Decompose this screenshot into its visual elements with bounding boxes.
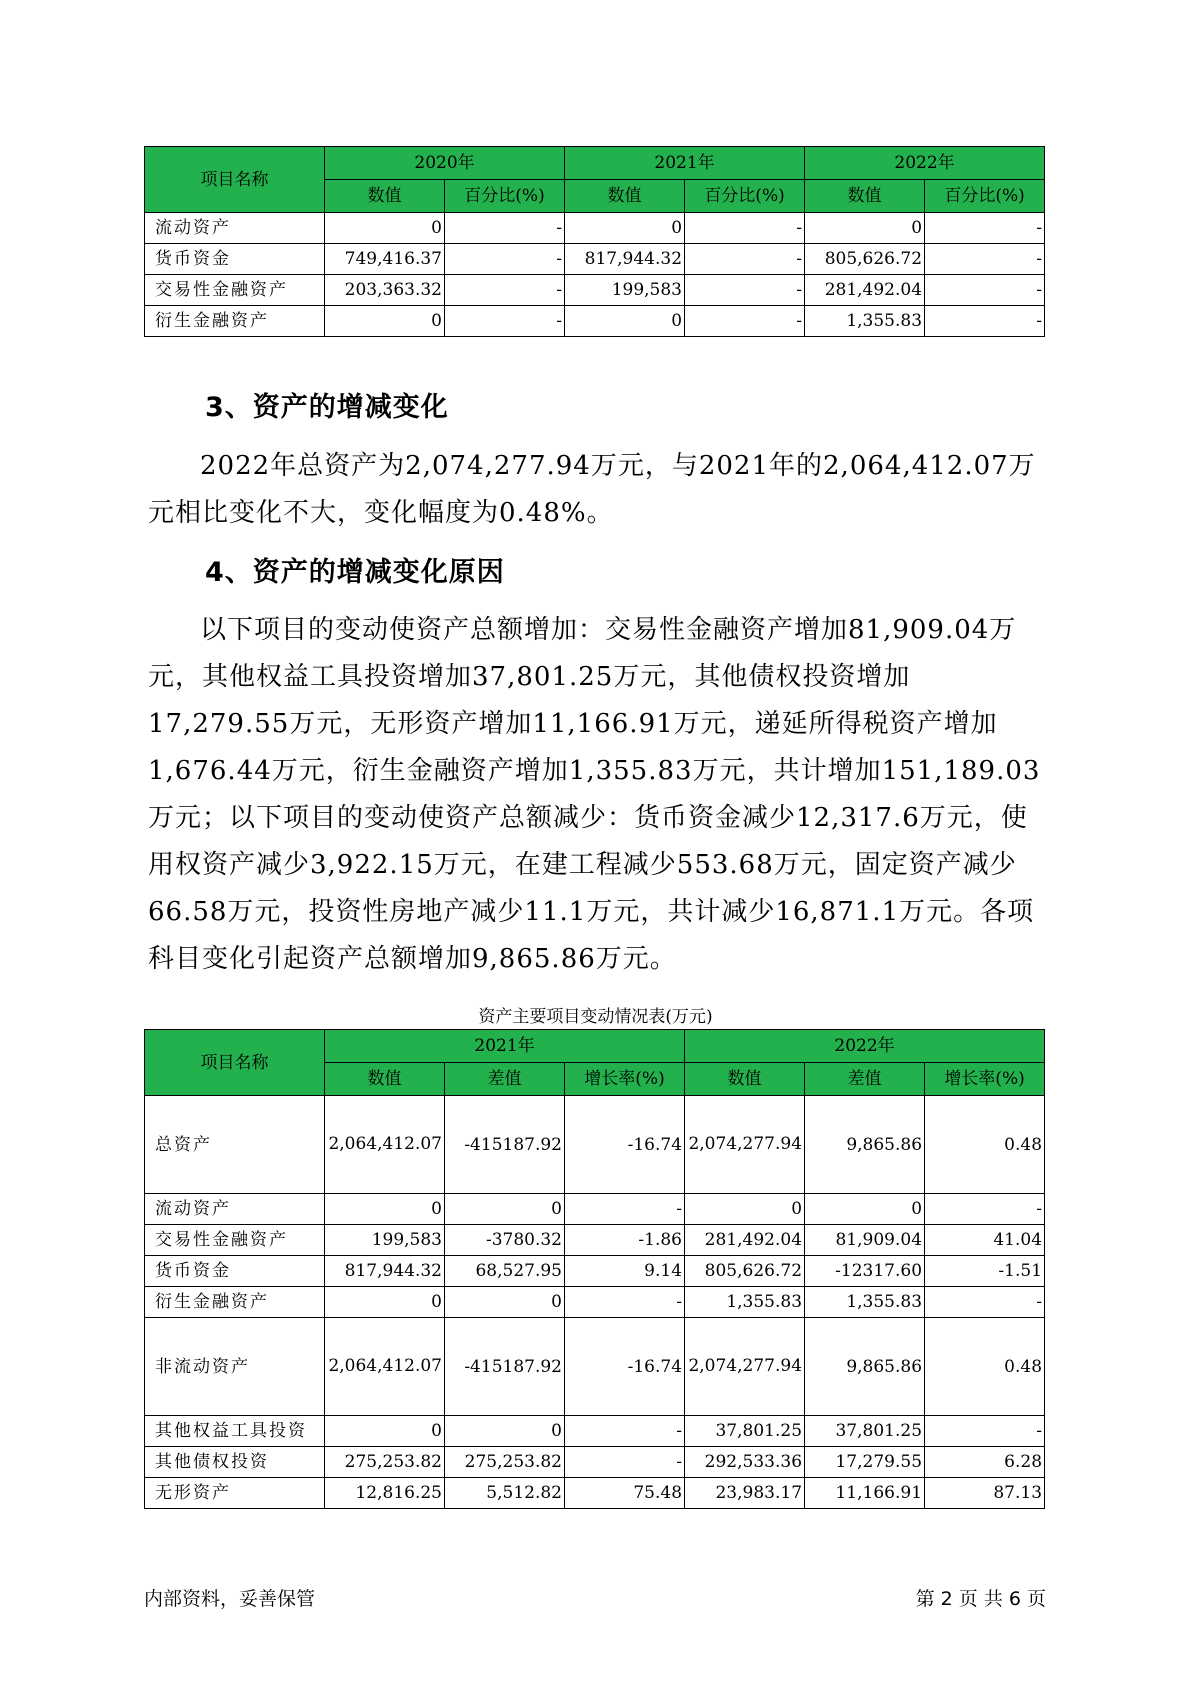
table-row (145, 1318, 1045, 1416)
diff-cell: 0 (445, 1194, 565, 1225)
percent-cell: - (445, 275, 565, 306)
table-row (145, 1096, 1045, 1194)
rate-cell: -1.51 (925, 1256, 1045, 1287)
section-heading: 3、资产的增减变化 (205, 392, 449, 423)
footer-page-number: 第 2 页 共 6 页 (915, 1588, 1046, 1610)
diff-cell: 9,865.86 (805, 1096, 925, 1194)
value-cell: 2,064,412.07 (325, 1096, 445, 1194)
column-header-year: 2021年 (325, 1030, 685, 1063)
rate-cell: - (925, 1416, 1045, 1447)
percent-cell: - (685, 306, 805, 337)
diff-cell: 0 (445, 1287, 565, 1318)
diff-cell: -415187.92 (445, 1096, 565, 1194)
diff-cell: -12317.60 (805, 1256, 925, 1287)
asset-change-table (144, 1029, 1045, 1509)
table-header-row (145, 1030, 1045, 1063)
rate-cell: - (565, 1447, 685, 1478)
row-label: 其他权益工具投资 (145, 1416, 325, 1447)
rate-cell: 6.28 (925, 1447, 1045, 1478)
rate-cell: - (565, 1416, 685, 1447)
diff-cell: -3780.32 (445, 1225, 565, 1256)
rate-cell: -1.86 (565, 1225, 685, 1256)
percent-cell: - (445, 213, 565, 244)
table-row (145, 306, 1045, 337)
value-cell: 0 (325, 1194, 445, 1225)
column-header-value: 数值 (325, 1063, 445, 1096)
diff-cell: 37,801.25 (805, 1416, 925, 1447)
row-label: 衍生金融资产 (145, 306, 325, 337)
value-cell: 805,626.72 (805, 244, 925, 275)
row-label: 无形资产 (145, 1478, 325, 1509)
rate-cell: - (925, 1287, 1045, 1318)
rate-cell: 75.48 (565, 1478, 685, 1509)
column-header-value: 数值 (565, 180, 685, 213)
percent-cell: - (925, 213, 1045, 244)
value-cell: 37,801.25 (685, 1416, 805, 1447)
row-label: 流动资产 (145, 213, 325, 244)
value-cell: 805,626.72 (685, 1256, 805, 1287)
value-cell: 281,492.04 (805, 275, 925, 306)
percent-cell: - (445, 306, 565, 337)
row-label: 货币资金 (145, 1256, 325, 1287)
column-header-value: 数值 (805, 180, 925, 213)
column-header-year: 2021年 (565, 147, 805, 180)
value-cell: 0 (325, 306, 445, 337)
value-cell: 0 (685, 1194, 805, 1225)
value-cell: 199,583 (325, 1225, 445, 1256)
section-heading: 4、资产的增减变化原因 (205, 557, 505, 588)
value-cell: 2,074,277.94 (685, 1096, 805, 1194)
rate-cell: 87.13 (925, 1478, 1045, 1509)
table-row (145, 1447, 1045, 1478)
diff-cell: 11,166.91 (805, 1478, 925, 1509)
value-cell: 1,355.83 (685, 1287, 805, 1318)
row-label: 总资产 (145, 1096, 325, 1194)
percent-cell: - (925, 275, 1045, 306)
column-header-year: 2022年 (685, 1030, 1045, 1063)
value-cell: 2,074,277.94 (685, 1318, 805, 1416)
diff-cell: 81,909.04 (805, 1225, 925, 1256)
value-cell: 2,064,412.07 (325, 1318, 445, 1416)
table-row (145, 213, 1045, 244)
table-row (145, 1287, 1045, 1318)
table-row (145, 1256, 1045, 1287)
value-cell: 1,355.83 (805, 306, 925, 337)
row-label: 交易性金融资产 (145, 1225, 325, 1256)
rate-cell: -16.74 (565, 1318, 685, 1416)
column-header-diff: 差值 (805, 1063, 925, 1096)
diff-cell: 0 (445, 1416, 565, 1447)
row-label: 其他债权投资 (145, 1447, 325, 1478)
rate-cell: - (565, 1287, 685, 1318)
percent-cell: - (685, 244, 805, 275)
column-header-percent: 百分比(%) (445, 180, 565, 213)
row-label: 流动资产 (145, 1194, 325, 1225)
column-header-rate: 增长率(%) (565, 1063, 685, 1096)
diff-cell: 1,355.83 (805, 1287, 925, 1318)
value-cell: 817,944.32 (325, 1256, 445, 1287)
rate-cell: 41.04 (925, 1225, 1045, 1256)
value-cell: 281,492.04 (685, 1225, 805, 1256)
diff-cell: -415187.92 (445, 1318, 565, 1416)
row-label: 非流动资产 (145, 1318, 325, 1416)
table-row (145, 1225, 1045, 1256)
percent-cell: - (685, 275, 805, 306)
column-header-item-name: 项目名称 (145, 1030, 325, 1096)
column-header-value: 数值 (325, 180, 445, 213)
column-header-item-name: 项目名称 (145, 147, 325, 213)
value-cell: 0 (565, 306, 685, 337)
rate-cell: -16.74 (565, 1096, 685, 1194)
rate-cell: - (925, 1194, 1045, 1225)
value-cell: 0 (805, 213, 925, 244)
table-row (145, 1416, 1045, 1447)
value-cell: 199,583 (565, 275, 685, 306)
diff-cell: 0 (805, 1194, 925, 1225)
value-cell: 292,533.36 (685, 1447, 805, 1478)
value-cell: 203,363.32 (325, 275, 445, 306)
value-cell: 817,944.32 (565, 244, 685, 275)
footer-confidential-note: 内部资料，妥善保管 (144, 1588, 316, 1610)
row-label: 衍生金融资产 (145, 1287, 325, 1318)
table-header-row (145, 147, 1045, 180)
rate-cell: 9.14 (565, 1256, 685, 1287)
diff-cell: 9,865.86 (805, 1318, 925, 1416)
percent-cell: - (925, 244, 1045, 275)
column-header-percent: 百分比(%) (685, 180, 805, 213)
table-row (145, 275, 1045, 306)
value-cell: 0 (325, 213, 445, 244)
diff-cell: 17,279.55 (805, 1447, 925, 1478)
diff-cell: 5,512.82 (445, 1478, 565, 1509)
paragraph: 以下项目的变动使资产总额增加：交易性金融资产增加81,909.04万元，其他权益工具投资增加37,801.25万元，其他债权投资增加17,279.55万元，无形资产增加11,166.91万元，递延所得税资产增加1,676.44万元，衍生金融资产增加1,355.83万元，共计增加151,189.03万元；以下项目的变动使资产总额减少：货币资金减少12,317.6万元，使用权资产减少3,922.15万元，在建工程减少553.68万元，固定资产减少66.58万元，投资性房地产减少11.1万元，共计减少16,871.1万元。各项科目变化引起资产总额增加9,865.86万元。 (148, 615, 1041, 974)
value-cell: 12,816.25 (325, 1478, 445, 1509)
column-header-diff: 差值 (445, 1063, 565, 1096)
column-header-year: 2020年 (325, 147, 565, 180)
column-header-value: 数值 (685, 1063, 805, 1096)
value-cell: 23,983.17 (685, 1478, 805, 1509)
row-label: 交易性金融资产 (145, 275, 325, 306)
column-header-year: 2022年 (805, 147, 1045, 180)
diff-cell: 275,253.82 (445, 1447, 565, 1478)
percent-cell: - (445, 244, 565, 275)
percent-cell: - (685, 213, 805, 244)
paragraph: 2022年总资产为2,074,277.94万元，与2021年的2,064,412.07万元相比变化不大，变化幅度为0.48%。 (148, 451, 1036, 528)
row-label: 货币资金 (145, 244, 325, 275)
table-row (145, 1478, 1045, 1509)
asset-percentage-table (144, 146, 1045, 337)
value-cell: 0 (565, 213, 685, 244)
table-row (145, 244, 1045, 275)
value-cell: 0 (325, 1416, 445, 1447)
table-caption: 资产主要项目变动情况表(万元) (478, 1007, 713, 1027)
column-header-rate: 增长率(%) (925, 1063, 1045, 1096)
diff-cell: 68,527.95 (445, 1256, 565, 1287)
percent-cell: - (925, 306, 1045, 337)
value-cell: 749,416.37 (325, 244, 445, 275)
rate-cell: 0.48 (925, 1318, 1045, 1416)
rate-cell: 0.48 (925, 1096, 1045, 1194)
table-row (145, 1194, 1045, 1225)
column-header-percent: 百分比(%) (925, 180, 1045, 213)
value-cell: 0 (325, 1287, 445, 1318)
rate-cell: - (565, 1194, 685, 1225)
value-cell: 275,253.82 (325, 1447, 445, 1478)
